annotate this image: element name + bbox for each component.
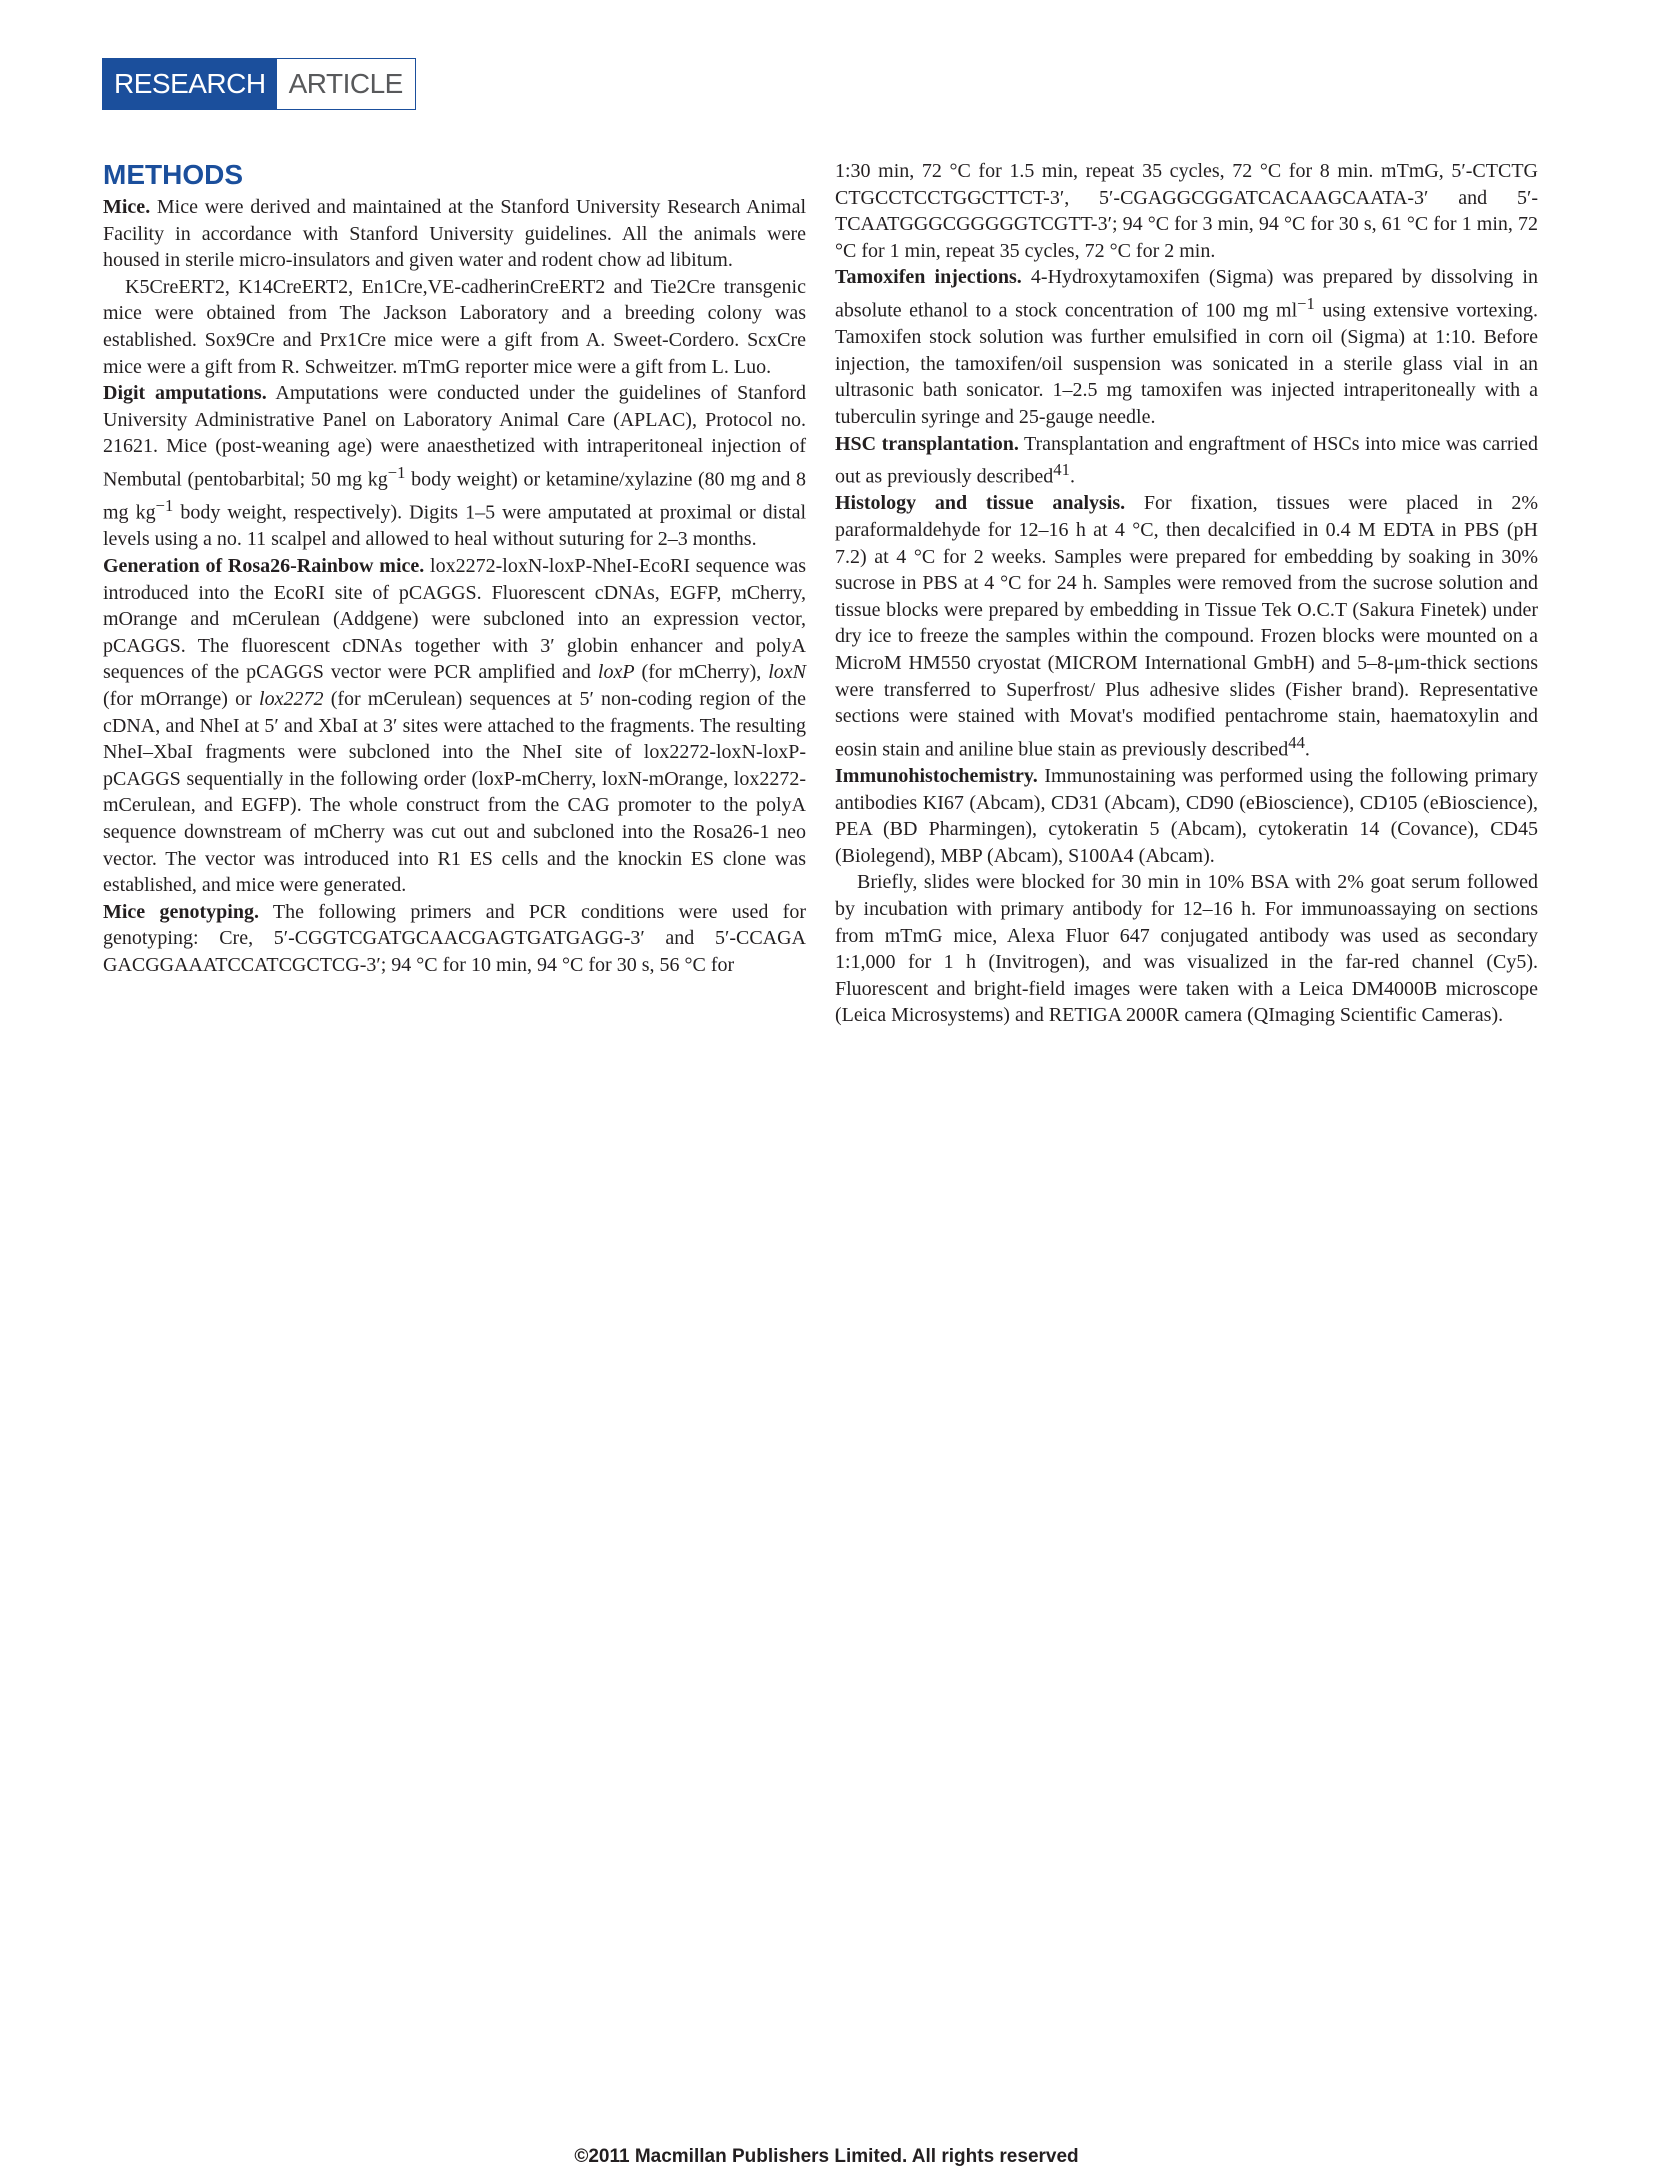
digit-text-b: body weight) or ketamine/xylazine (80 mg and 8 mg kg <box>103 468 806 524</box>
tamoxifen-superscript: −1 <box>1297 293 1315 313</box>
mice-strains-paragraph: K5CreERT2, K14CreERT2, En1Cre,VE-cadherinCreERT2 and Tie2Cre transgenic mice were obtained from The Jackson Laboratory and a breeding colony was established. Sox9Cre and Prx1Cre mice were a gift from A. Sweet-Cordero. ScxCre mice were a gift from R. Schweitzer. mTmG reporter mice were a gift from L. Luo. <box>103 275 806 378</box>
tamoxifen-run-in-head: Tamoxifen injections. <box>835 266 1022 289</box>
right-column <box>835 158 1538 1029</box>
generation-text-a: lox2272-loxN-loxP-NheI-EcoRI sequence was introduced into the EcoRI site of pCAGGS. Fluorescent cDNAs, EGFP, mCherry, mOrange and mCerulean (Addgene) were subcloned into an expression vector, pCAGGS. The fluorescent cDNAs together with 3′ globin enhancer and polyA sequences of the pCAGGS vector were PCR amplified and <box>103 555 806 684</box>
generation-paragraph <box>103 553 806 899</box>
gen-lox2272-italic: lox2272 <box>259 688 324 710</box>
histology-run-in-head: Histology and tissue analysis. <box>835 492 1126 515</box>
digit-superscript-2: −1 <box>155 496 174 516</box>
tamoxifen-text-b: using extensive vortexing. Tamoxifen stock solution was further emulsified in corn oil (Sigma) at 1:10. Before injection, the tamoxifen/oil suspension was sonicated in a sterile glass vial in an ultrasonic bath sonicator. 1–2.5 mg tamoxifen was injected intraperitoneally with a tuberculin syringe and 25-gauge needle. <box>835 299 1538 428</box>
generation-run-in-head: Generation of Rosa26-Rainbow mice. <box>103 555 425 578</box>
digit-superscript-1: −1 <box>387 462 406 482</box>
hsc-reference: 41 <box>1053 460 1070 480</box>
digit-text-c: body weight, respectively). Digits 1–5 were amputated at proximal or distal levels using a no. 11 scalpel and allowed to heal without suturing for 2–3 months. <box>103 501 807 551</box>
genotyping-continued: 1:30 min, 72 °C for 1.5 min, repeat 35 cycles, 72 °C for 8 min. mTmG, 5′-CTCTG CTGCCTCCTGGCTTCT-3′, 5′-CGAGGCGGATCACAAGCAATA-3′ and 5′-TCAATGGGCGGGGGTCGTT-3′; 94 °C for 3 min, 94 °C for 30 s, 61 °C for 1 min, 72 °C for 1 min, repeat 35 cycles, 72 °C for 2 min. <box>835 160 1538 262</box>
hsc-paragraph <box>835 431 1538 491</box>
digit-amputations-paragraph <box>103 380 806 553</box>
immuno-detail-paragraph: Briefly, slides were blocked for 30 min in 10% BSA with 2% goat serum followed by incubation with primary antibody for 12–16 h. For immunoassaying on sections from mTmG mice, Alexa Fluor 647 conjugated antibody was used as secondary 1:1,000 for 1 h (Invitrogen), and was visualized in the far-red channel (Cy5). Fluorescent and bright-field images were taken with a Leica DM4000B microscope (Leica Microsystems) and RETIGA 2000R camera (QImaging Scientific Cameras). <box>835 871 1538 1027</box>
section-title: METHODS <box>103 159 243 190</box>
genotyping-paragraph <box>103 899 806 979</box>
immuno-run-in-head: Immunohistochemistry. <box>835 765 1038 788</box>
digit-run-in-head: Digit amputations. <box>103 382 267 405</box>
immuno-text: Immunostaining was performed using the following primary antibodies KI67 (Abcam), CD31 (Abcam), CD90 (eBioscience), CD105 (eBioscience), PEA (BD Pharmingen), cytokeratin 5 (Abcam), cytokeratin 14 (Covance), CD45 (Biolegend), MBP (Abcam), S100A4 (Abcam). <box>835 765 1538 867</box>
banner-research-label: RESEARCH <box>103 59 277 109</box>
gen-loxn-italic: loxN <box>768 661 807 684</box>
digit-text-a: Amputations were conducted under the guidelines of Stanford University Administrative Panel on Laboratory Animal Care (APLAC), Protocol no. 21621. Mice (post-weaning age) were anaesthetized with intraperitoneal injection of Nembutal (pentobarbital; 50 mg kg <box>103 382 806 491</box>
histology-end: . <box>1304 738 1310 761</box>
generation-text-d: (for mCerulean) sequences at 5′ non-coding region of the cDNA, and NheI at 5′ and XbaI at 3′ sites were attached to the fragments. The resulting NheI–XbaI fragments were subcloned into the NheI site of lox2272-loxN-loxP-pCAGGS sequentially in the following order (loxP-mCherry, loxN-mOrange, lox2272-mCerulean, and EGFP). The whole construct from the CAG promoter to the polyA sequence downstream of mCherry was cut out and subcloned into the Rosa26-1 neo vector. The vector was introduced into R1 ES cells and the knockin ES clone was established, and mice were generated. <box>103 688 806 897</box>
mice-paragraph <box>103 194 806 274</box>
mice-run-in-head: Mice. <box>103 196 151 218</box>
immunohistochemistry-paragraph <box>835 763 1538 869</box>
histology-paragraph <box>835 490 1538 763</box>
generation-text-b: (for mCherry), <box>634 661 769 684</box>
article-type-banner <box>102 58 416 110</box>
gen-loxp-italic: loxP <box>597 661 635 684</box>
genotyping-text: The following primers and PCR conditions were used for genotyping: Cre, 5′-CGGTCGATGCAACGAGTGATGAGG-3′ and 5′-CCAGA GACGGAAATCCATCGCTCG-3′; 94 °C for 10 min, 94 °C for 30 s, 56 °C for <box>103 900 807 976</box>
copyright-footer: ©2011 Macmillan Publishers Limited. All rights reserved <box>574 2146 1079 2167</box>
tamoxifen-text-a: 4-Hydroxytamoxifen (Sigma) was prepared by dissolving in absolute ethanol to a stock concentration of 100 mg ml <box>835 266 1538 322</box>
histology-text: For fixation, tissues were placed in 2% paraformaldehyde for 12–16 h at 4 °C, then decalcified in 0.4 M EDTA in PBS (pH 7.2) at 4 °C for 2 weeks. Samples were prepared for embedding by soaking in 30% sucrose in PBS at 4 °C for 24 h. Samples were removed from the sucrose solution and tissue blocks were prepared by embedding in Tissue Tek O.C.T (Sakura Finetek) under dry ice to freeze the samples within the compound. Frozen blocks were mounted on a MicroM HM550 cryostat (MICROM International GmbH) and 5–8-μm-thick sections were transferred to Superfrost/ Plus adhesive slides (Fisher brand). Representative sections were stained with Movat's modified pentachrome stain, haematoxylin and eosin stain and aniline blue stain as previously described <box>835 492 1538 761</box>
hsc-run-in-head: HSC transplantation. <box>835 432 1019 455</box>
left-column <box>103 158 806 979</box>
mice-text: Mice were derived and maintained at the Stanford University Research Animal Facility in accordance with Stanford University guidelines. All the animals were housed in sterile micro-insulators and given water and rodent chow ad libitum. <box>103 196 806 272</box>
histology-reference: 44 <box>1288 732 1305 752</box>
hsc-end: . <box>1069 465 1075 488</box>
banner-article-label: ARTICLE <box>277 59 415 109</box>
genotyping-run-in-head: Mice genotyping. <box>103 900 259 923</box>
hsc-text: Transplantation and engraftment of HSCs into mice was carried out as previously described <box>835 432 1538 488</box>
generation-text-c: (for mOrrange) or <box>103 688 260 710</box>
tamoxifen-paragraph <box>835 264 1538 430</box>
